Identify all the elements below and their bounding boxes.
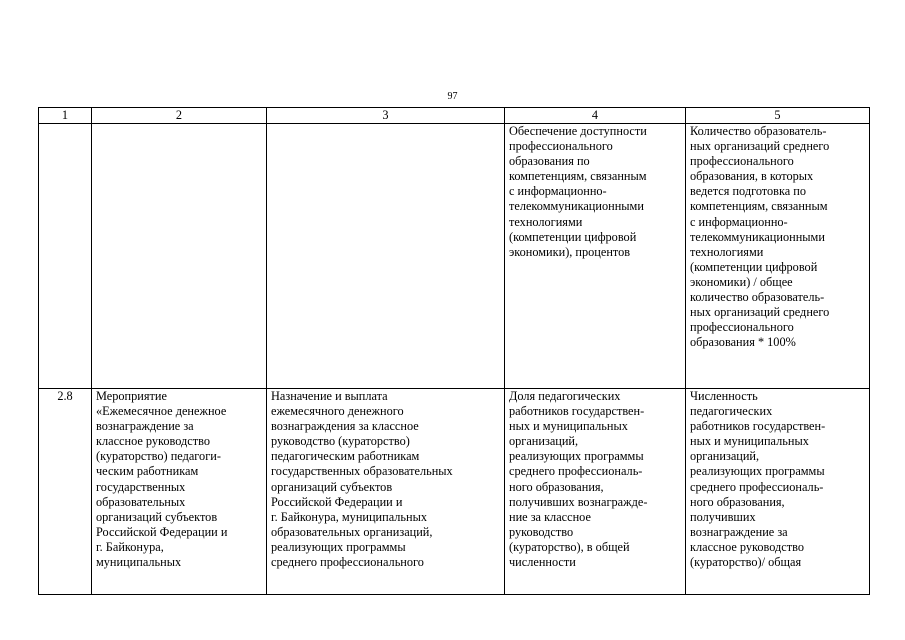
text-line: (кураторство), в общей: [509, 539, 630, 554]
text-line: образования * 100%: [690, 335, 796, 350]
text-line: экономики), процентов: [509, 244, 631, 259]
text-line: технологиями: [509, 214, 583, 229]
text-line: ежемесячного денежного: [271, 404, 404, 419]
text-line: ных организаций среднего: [690, 305, 830, 320]
text-line: Назначение и выплата: [271, 389, 388, 403]
text-line: ного образования,: [509, 479, 604, 494]
text-line: ние за классное: [509, 509, 591, 524]
row-number-cell: [39, 124, 92, 389]
text-line: профессионального: [690, 320, 794, 335]
method-text: [690, 389, 865, 570]
text-line: реализующих программы: [509, 449, 644, 464]
column-header-2: 2: [92, 108, 267, 124]
text-line: (компетенции цифровой: [509, 229, 637, 244]
text-line: ведется подготовка по: [690, 184, 807, 199]
text-line: руководство (кураторство): [271, 434, 410, 449]
text-line: педагогическим работникам: [271, 449, 420, 464]
method-cell: [686, 124, 870, 389]
indicator-text: [509, 389, 681, 570]
text-line: телекоммуникационными: [690, 229, 825, 244]
column-header-1: 1: [39, 108, 92, 124]
text-line: ного образования,: [690, 494, 785, 509]
text-line: работников государствен-: [509, 404, 645, 419]
text-line: классное руководство: [690, 539, 805, 554]
text-line: Российской Федерации и: [96, 524, 228, 539]
text-line: образования по: [509, 154, 590, 169]
text-line: руководство: [509, 524, 574, 539]
text-line: получивших: [690, 509, 756, 524]
text-line: муниципальных: [96, 555, 182, 570]
text-line: с информационно-: [509, 184, 607, 199]
text-line: получивших вознагражде-: [509, 494, 648, 509]
text-line: г. Байконура,: [96, 539, 164, 554]
document-table: [38, 107, 870, 595]
text-line: с информационно-: [690, 214, 788, 229]
text-line: реализующих программы: [690, 464, 825, 479]
text-line: Численность: [690, 389, 758, 403]
indicator-cell: [505, 389, 686, 595]
text-line: профессионального: [690, 154, 794, 169]
text-line: Российской Федерации и: [271, 494, 403, 509]
row-number-cell: 2.8: [39, 389, 92, 595]
text-line: государственных образовательных: [271, 464, 453, 479]
text-line: ных и муниципальных: [690, 434, 809, 449]
text-line: организаций,: [509, 434, 579, 449]
column-header-5: 5: [686, 108, 870, 124]
text-line: «Ежемесячное денежное: [96, 404, 227, 419]
text-line: ных организаций среднего: [690, 139, 830, 154]
text-line: вознаграждение за: [690, 524, 788, 539]
text-line: (компетенции цифровой: [690, 259, 818, 274]
text-line: ческим работникам: [96, 464, 199, 479]
description-text: [271, 389, 500, 570]
text-line: Количество образователь-: [690, 124, 827, 138]
text-line: г. Байконура, муниципальных: [271, 509, 428, 524]
method-cell: [686, 389, 870, 595]
activity-cell: [92, 124, 267, 389]
text-line: организаций субъектов: [271, 479, 393, 494]
text-line: реализующих программы: [271, 539, 406, 554]
text-line: Мероприятие: [96, 389, 167, 403]
text-line: телекоммуникационными: [509, 199, 644, 214]
text-line: среднего профессиональ-: [690, 479, 824, 494]
text-line: работников государствен-: [690, 419, 826, 434]
text-line: количество образователь-: [690, 290, 825, 305]
text-line: ных и муниципальных: [509, 419, 628, 434]
text-line: профессионального: [509, 139, 613, 154]
text-line: компетенциям, связанным: [690, 199, 828, 214]
column-header-4: 4: [505, 108, 686, 124]
text-line: среднего профессиональ-: [509, 464, 643, 479]
indicator-cell: [505, 124, 686, 389]
text-line: вознаграждение за: [96, 419, 194, 434]
text-line: численности: [509, 555, 576, 570]
text-line: Доля педагогических: [509, 389, 621, 403]
text-line: образовательных: [96, 494, 186, 509]
text-line: (кураторство) педагоги-: [96, 449, 221, 464]
text-line: образовательных организаций,: [271, 524, 433, 539]
description-cell: [267, 124, 505, 389]
activity-cell: [92, 389, 267, 595]
text-line: экономики) / общее: [690, 274, 793, 289]
text-line: (кураторство)/ общая: [690, 555, 802, 570]
activity-text: [96, 389, 262, 570]
text-line: Обеспечение доступности: [509, 124, 647, 138]
text-line: компетенциям, связанным: [509, 169, 647, 184]
text-line: педагогических: [690, 404, 773, 419]
table-header-row: [39, 108, 870, 124]
description-cell: [267, 389, 505, 595]
text-line: образования, в которых: [690, 169, 814, 184]
table-row: [39, 389, 870, 595]
text-line: вознаграждения за классное: [271, 419, 419, 434]
page-number: 97: [447, 91, 458, 102]
method-text: [690, 124, 865, 350]
column-header-3: 3: [267, 108, 505, 124]
text-line: классное руководство: [96, 434, 211, 449]
indicator-text: [509, 124, 681, 260]
text-line: государственных: [96, 479, 186, 494]
text-line: организаций,: [690, 449, 760, 464]
text-line: среднего профессионального: [271, 555, 424, 570]
text-line: технологиями: [690, 244, 764, 259]
table-row: [39, 124, 870, 389]
text-line: организаций субъектов: [96, 509, 218, 524]
